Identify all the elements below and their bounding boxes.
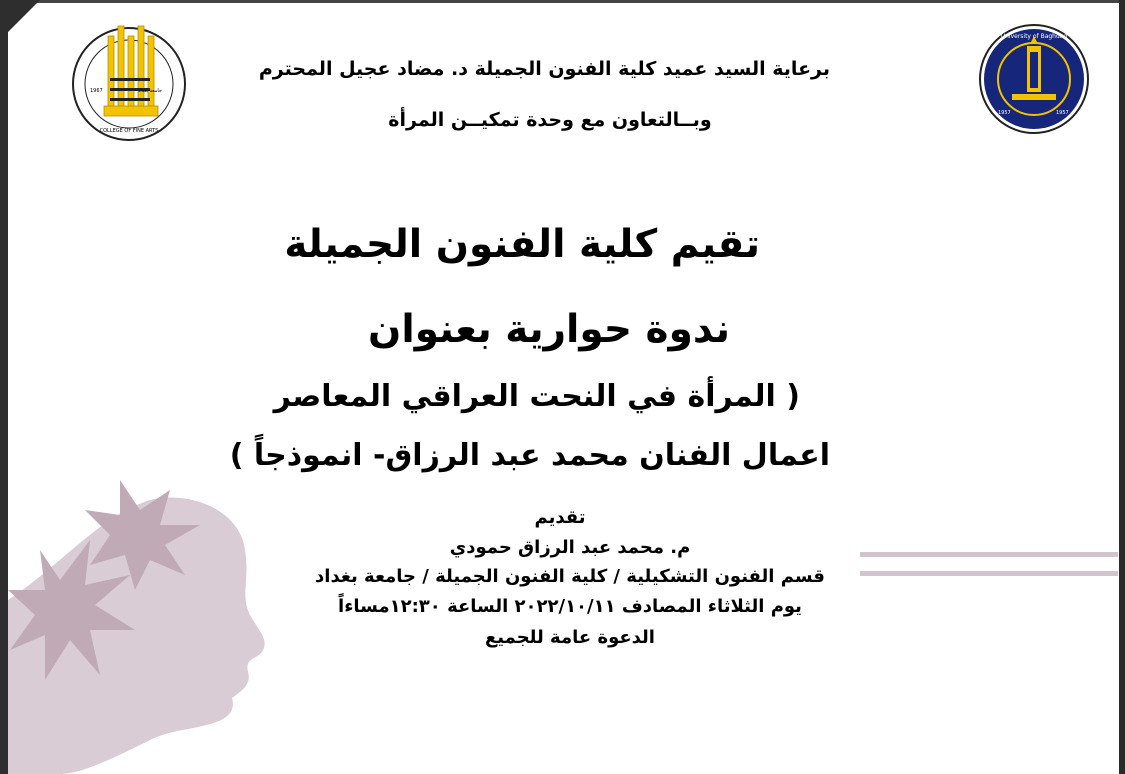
left-logo-year: 1967 xyxy=(90,88,103,94)
patronage-line: برعاية السيد عميد كلية الفنون الجميلة د. مضاد عجيل المحترم xyxy=(258,58,830,80)
right-logo-year-left: 1957 xyxy=(998,110,1011,116)
presented-by-label: تقديم xyxy=(534,507,586,528)
woman-silhouette-decoration xyxy=(0,480,280,774)
date-time-line: يوم الثلاثاء المصادف ٢٠٢٢/١٠/١١ الساعة ١٢:٣٠مساءاً xyxy=(338,596,802,617)
topic-line-1: ( المرأة في النحت العراقي المعاصر xyxy=(273,379,800,414)
university-of-baghdad-seal xyxy=(976,24,1092,134)
presenter-name: م. محمد عبد الرزاق حمودي xyxy=(449,537,691,558)
right-logo-year-right: 1957 xyxy=(1056,110,1069,116)
decorative-lines xyxy=(860,552,1120,582)
cooperation-line: وبــالتعاون مع وحدة تمكيــن المرأة xyxy=(388,109,712,131)
invitation-line: الدعوة عامة للجميع xyxy=(485,627,655,648)
department-line: قسم الفنون التشكيلية / كلية الفنون الجميلة / جامعة بغداد xyxy=(315,566,825,587)
topic-line-2: اعمال الفنان محمد عبد الرزاق- انموذجاً ) xyxy=(229,438,830,473)
left-logo-arabic-text: جامعة بغداد xyxy=(137,88,162,94)
poster-subtitle: ندوة حوارية بعنوان xyxy=(368,307,730,352)
right-frame-edge xyxy=(1119,0,1125,774)
poster-title: تقيم كلية الفنون الجميلة xyxy=(284,222,760,267)
right-logo-english-text: University of Baghdad xyxy=(1000,33,1068,40)
left-logo-english-text: COLLEGE OF FINE ARTS xyxy=(99,128,159,134)
top-frame-edge xyxy=(0,0,1125,3)
top-left-corner-fold xyxy=(0,0,40,40)
college-of-fine-arts-logo xyxy=(70,22,188,146)
